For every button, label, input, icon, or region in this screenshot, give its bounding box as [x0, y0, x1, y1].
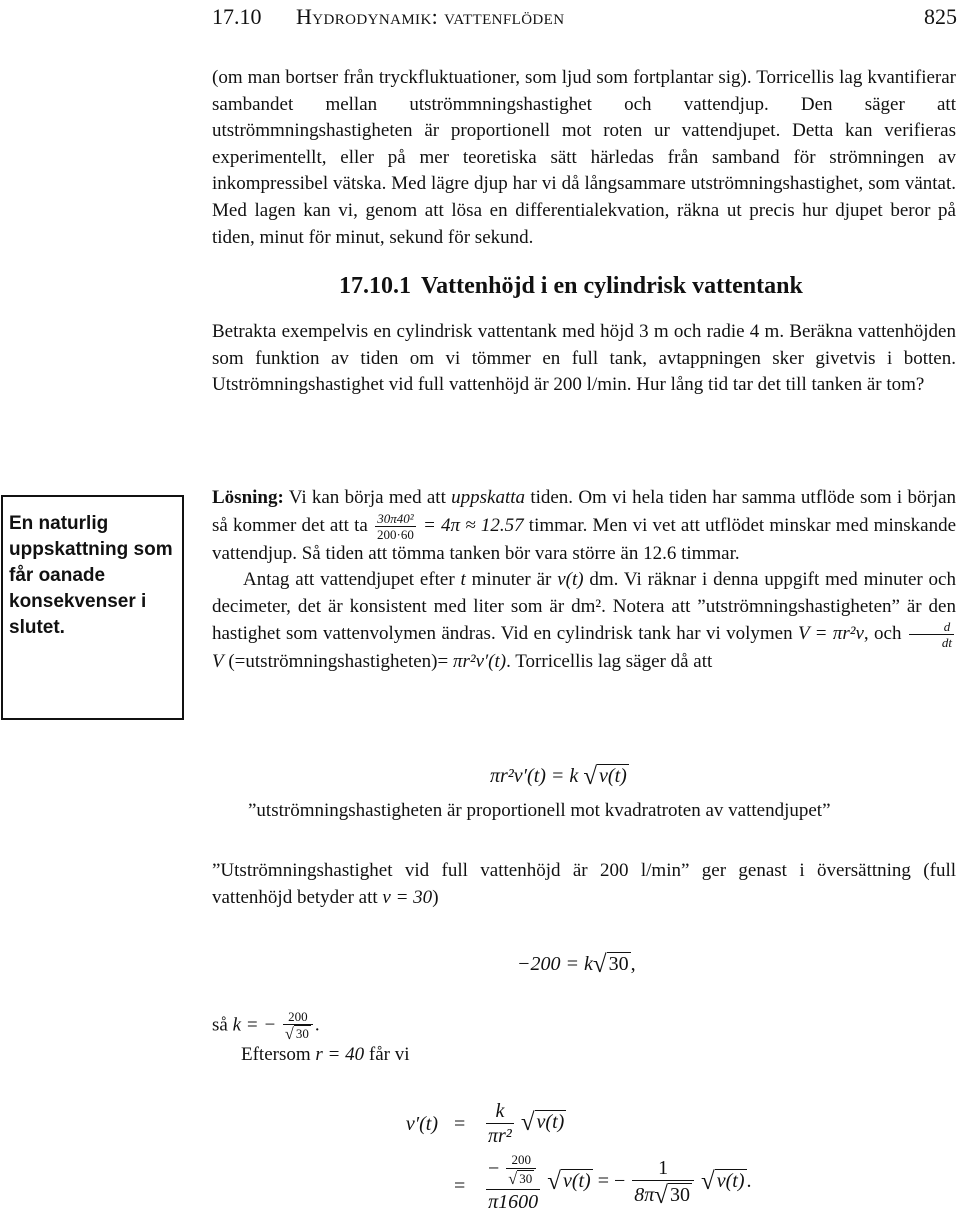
sqrt-argument: 30	[295, 1025, 309, 1041]
equals-sign: =	[454, 1113, 466, 1135]
rhs-fraction	[486, 1101, 514, 1146]
equation-rhs	[484, 1153, 752, 1212]
fraction-denominator: 8π	[634, 1183, 655, 1206]
equation-lhs: v′(t)	[405, 1113, 438, 1135]
math-variable: v(t)	[557, 569, 584, 591]
sqrt-argument: 30	[608, 953, 629, 975]
derivative-operator	[909, 620, 954, 649]
subsection-number: 17.10.1	[339, 273, 411, 299]
problem-paragraph	[212, 319, 956, 399]
paragraph-text: får vi	[368, 1044, 410, 1065]
emphasis-text: uppskatta	[451, 487, 526, 508]
square-root: √ v(t)	[520, 1109, 565, 1137]
math-expression: πr²v′(t)	[452, 651, 507, 673]
fraction-numerator: k	[486, 1101, 514, 1124]
page-number: 825	[924, 4, 957, 29]
estimate-result: = 4π ≈ 12.57	[423, 514, 524, 536]
solution-block	[212, 485, 956, 676]
solution-text: minuter är	[471, 569, 552, 591]
math-expression: r = 40	[315, 1044, 365, 1065]
equals-sign: =	[454, 1175, 466, 1197]
fraction-numerator: 200	[506, 1153, 536, 1169]
solution-text: , och	[863, 623, 902, 645]
fraction-numerator: 30π40²	[375, 512, 416, 527]
header-section-number: 17.10	[212, 4, 262, 29]
square-root: √ 30	[508, 1170, 533, 1188]
square-root: √ v(t)	[583, 763, 627, 790]
fraction-numerator: 200	[283, 1010, 313, 1025]
solution-text: . Torricellis lag säger då att	[506, 651, 713, 673]
aligned-equation-row-2	[380, 1153, 860, 1215]
fraction-denominator: dt	[941, 635, 952, 651]
estimate-fraction	[375, 512, 416, 541]
sqrt-argument: 30	[519, 1170, 533, 1186]
solution-text: Vi kan börja med att	[288, 487, 446, 508]
solution-paragraph-2	[212, 567, 956, 676]
header-chapter-title: Hydrodynamik: vattenflöden	[296, 4, 565, 29]
equation-rhs	[484, 1101, 566, 1146]
math-expression: v = 30	[382, 886, 433, 908]
equation-punctuation: .	[314, 1014, 320, 1036]
equation-caption: ”utströmningshastigheten är proportionell mot kvadratroten av vattendjupet”	[248, 800, 831, 821]
volume-expression: V = πr²v	[798, 623, 864, 645]
math-variable: V	[212, 651, 224, 673]
solution-text: tiden. Om vi hela tiden har samma utflöde som i början så kommer det att ta	[212, 487, 957, 536]
intro-paragraph	[212, 65, 956, 251]
margin-note-text: En naturlig uppskattning som får oanade konsekvenser i slutet.	[9, 513, 173, 638]
k-fraction	[283, 1010, 313, 1042]
fraction-denominator: 200·60	[377, 526, 414, 542]
since-line	[241, 1041, 410, 1069]
sqrt-argument: v(t)	[536, 1111, 565, 1134]
solution-text: timmar. Men vi vet att utflödet minskar med minskande vattendjup. Så tiden att tömma tanken bör vara större än 12.6 timmar.	[212, 514, 957, 564]
nested-fraction	[506, 1153, 536, 1187]
fraction-numerator: d	[909, 620, 954, 635]
rhs-fraction	[486, 1153, 540, 1212]
rhs-fraction-2	[632, 1158, 694, 1208]
square-root: √ v(t)	[701, 1168, 745, 1196]
equation-punctuation: ,	[630, 953, 636, 975]
square-root: √ 30	[284, 1025, 309, 1043]
fraction-numerator	[486, 1153, 540, 1190]
minus-sign: −	[488, 1157, 500, 1180]
aligned-equation-row-1	[380, 1101, 860, 1151]
sqrt-argument: v(t)	[562, 1170, 591, 1193]
square-root: √ 30	[592, 951, 629, 978]
equation-lhs: −200 = k	[517, 953, 593, 975]
paragraph-text: så	[212, 1014, 228, 1036]
paragraph-text: Eftersom	[241, 1044, 311, 1065]
equation-punctuation: .	[746, 1170, 752, 1193]
square-root: √ v(t)	[547, 1168, 591, 1196]
math-expression: k = −	[232, 1014, 277, 1036]
sqrt-argument: 30	[670, 1183, 691, 1206]
sqrt-argument: v(t)	[716, 1170, 745, 1193]
math-variable: t	[460, 569, 466, 591]
solution-text: (=utströmningshastigheten)=	[228, 651, 449, 673]
torricelli-equation	[490, 762, 629, 791]
paragraph-text: )	[432, 886, 439, 908]
fraction-denominator: π1600	[488, 1191, 539, 1214]
full-height-text	[212, 858, 956, 911]
equation-lhs: πr²v′(t) = k	[490, 765, 579, 787]
fraction-numerator: 1	[632, 1158, 694, 1181]
intro-text: (om man bortser från tryckfluktuationer, som ljud som fortplantar sig). Torricellis lag kvantifierar sambandet mellan utströmmningshastighet och vattendjup. Den säger att utströmmningshastigheten är proportionell mot roten ur vattendjupet. Detta kan verifieras experimentellt, eller på mer teoretiska sätt härledas från samband för strömningen av inkompressibel vätska. Med lägre djup har vi då långsammare utströmningshastighet, som väntat. Med lagen kan vi, genom att lösa en differentialekvation, räkna ut precis hur djupet beror på tiden, minut för minut, sekund för sekund.	[212, 67, 956, 248]
problem-text: Betrakta exempelvis en cylindrisk vattentank med höjd 3 m och radie 4 m. Beräkna vattenhöjden som funktion av tiden om vi tömmer en full tank, avtappningen sker givetvis i botten. Utströmningshastighet vid full vattenhöjd är 200 l/min. Hur lång tid tar det till tanken är tom?	[212, 321, 956, 396]
solution-paragraph-1	[212, 485, 956, 567]
subsection-title: Vattenhöjd i en cylindrisk vattentank	[421, 273, 803, 299]
equals-minus: = −	[597, 1170, 626, 1193]
paragraph-text: ”Utströmningshastighet vid full vattenhöjd är 200 l/min” ger genast i översättning (full vattenhöjd betyder att	[212, 860, 956, 908]
running-header	[212, 2, 957, 32]
subsection-heading	[339, 270, 803, 302]
solution-text: Antag att vattendjupet efter	[243, 569, 455, 591]
fraction-denominator: πr²	[488, 1125, 512, 1147]
k-value-line	[212, 1010, 320, 1042]
solution-label: Lösning:	[212, 487, 284, 508]
k-equation	[517, 950, 636, 979]
sqrt-argument: v(t)	[599, 765, 627, 787]
solution-text: dm. Vi räknar i denna uppgift med minuter och decimeter, det är konsistent med liter som är dm². Notera att ”utströmningshastigheten” är den hastighet som vattenvolymen ändras. Vid en cylindrisk tank har vi volymen	[212, 569, 956, 645]
margin-note	[1, 495, 184, 720]
full-height-paragraph	[212, 858, 956, 911]
square-root: √ 30	[654, 1181, 691, 1209]
